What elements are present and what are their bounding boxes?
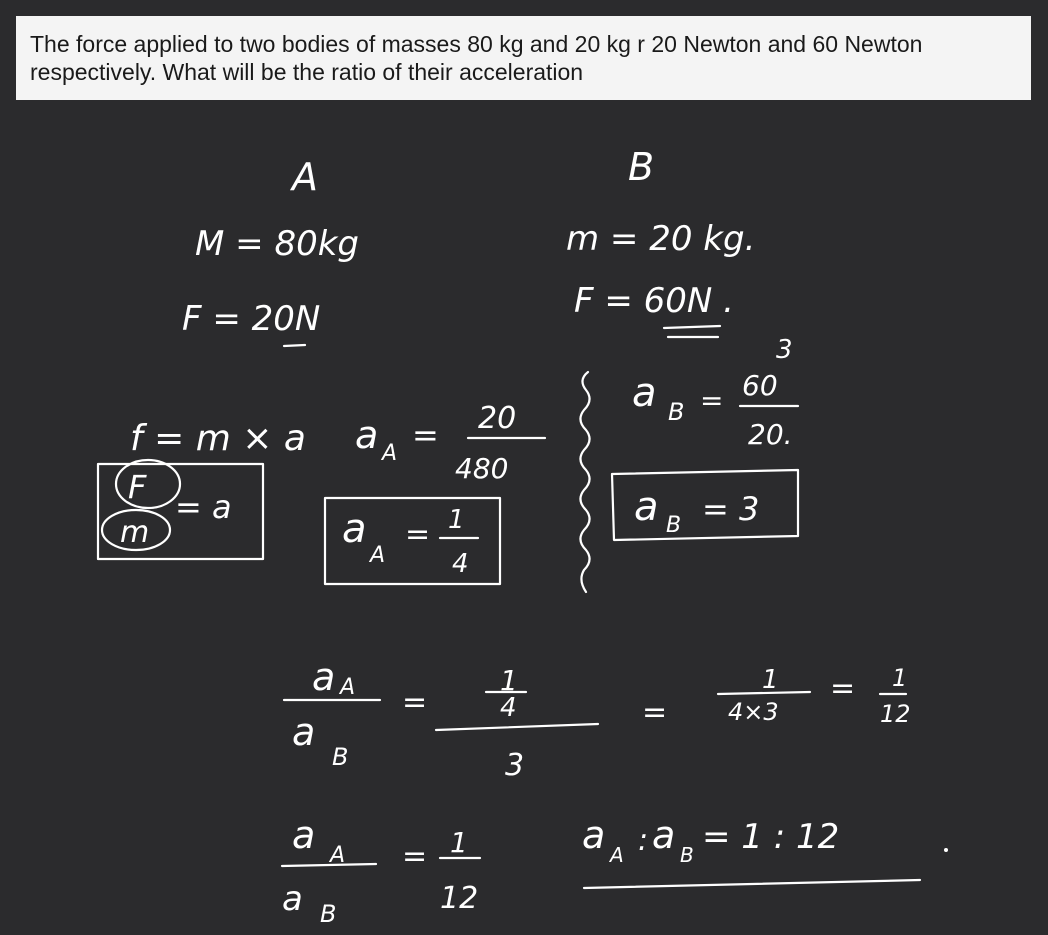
final-eq: = (402, 839, 428, 874)
aa-result-num: 1 (448, 505, 465, 535)
final-ratio-sub-a: A (610, 843, 624, 867)
force-circle (116, 460, 180, 508)
final-underline (584, 880, 920, 888)
final-ratio-b: a (652, 813, 676, 857)
ratio-lhs-den: a (292, 710, 316, 754)
ab-sub: B (668, 398, 685, 426)
ab-label: a (632, 370, 657, 416)
ab-result-value: = 3 (702, 490, 760, 528)
aa-result-sub: A (370, 543, 386, 568)
ratio-eq1: = (402, 685, 428, 720)
formula-box-eq: = a (175, 488, 232, 526)
final-lhs-num-sub: A (330, 843, 346, 868)
final-lhs-den: a (282, 879, 303, 919)
aa-label: a (355, 413, 379, 457)
final-lhs-bar (282, 864, 376, 866)
formula-box-num: F (128, 468, 147, 506)
body-b-force: F = 60N . (574, 281, 734, 321)
ratio-lhs-num-sub: A (340, 675, 356, 700)
ab-result-label: a (634, 484, 659, 530)
aa-sub: A (382, 441, 398, 466)
ratio-step1-den: 3 (505, 748, 525, 783)
final-lhs-den-sub: B (320, 900, 337, 928)
aa-eq: = (412, 416, 439, 454)
ab-num: 60 (742, 369, 778, 402)
ratio-step1-num: 1 (500, 664, 518, 697)
aa-result-den: 4 (452, 549, 469, 579)
ratio-step3-den: 12 (880, 700, 911, 728)
ab-cancel-result: 3 (776, 335, 793, 365)
body-b-heading: B (628, 145, 655, 189)
ratio-eq2: = (642, 695, 668, 730)
aa-num: 20 (478, 401, 517, 436)
final-lhs-num: a (292, 813, 316, 857)
body-a-force: F = 20N (182, 299, 321, 339)
question-text: The force applied to two bodies of masses 80 kg and 20 kg r 20 Newton and 60 Newton respectively. What will be the ratio of their acceleration (30, 31, 923, 85)
body-a-force-underline (284, 345, 305, 346)
body-b-force-underline (664, 326, 720, 337)
ratio-eq3: = (830, 671, 856, 706)
body-a-heading: A (292, 155, 318, 199)
final-den: 12 (440, 881, 479, 916)
final-dot (944, 848, 948, 852)
final-num: 1 (450, 826, 468, 859)
ab-result-sub: B (666, 513, 682, 538)
final-ratio-colon: : (638, 823, 649, 858)
aa-den: 480 (455, 452, 509, 485)
ratio-step2-den: 4×3 (728, 698, 779, 726)
ratio-step2-num: 1 (762, 665, 779, 695)
ratio-step1-numden: 4 (500, 693, 517, 723)
divider-squiggle (580, 372, 589, 592)
ratio-lhs-den-sub: B (332, 743, 349, 771)
body-a-mass: M = 80kg (195, 224, 359, 264)
formula-box-den: m (120, 515, 150, 550)
final-ratio-value: = 1 : 12 (702, 817, 840, 857)
ab-den: 20. (748, 418, 793, 451)
aa-result-eq: = (405, 517, 431, 552)
final-ratio-sub-b: B (680, 843, 694, 867)
aa-result-label: a (342, 506, 367, 552)
formula-fma: f = m × a (130, 418, 306, 459)
ratio-step1-bar (436, 724, 598, 730)
final-ratio-a: a (582, 813, 606, 857)
ab-eq: = (700, 384, 724, 417)
ratio-step2-bar (718, 692, 810, 694)
body-b-mass: m = 20 kg. (566, 219, 756, 259)
ratio-step3-num: 1 (892, 664, 908, 692)
ratio-lhs-num: a (312, 655, 336, 699)
